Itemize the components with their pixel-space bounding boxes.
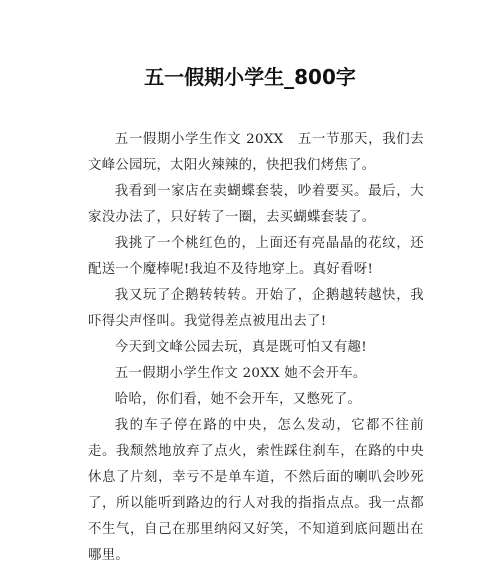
paragraph: 五一假期小学生作文 20XX 她不会开车。 [114,366,367,381]
document-title: 五一假期小学生_800字 [144,65,356,89]
paragraph: 今天到文峰公园去玩，真是既可怕又有趣! [114,340,367,355]
document-body [88,127,424,569]
paragraph: 我看到一家店在卖蝴蝶套装，吵着要买。最后，大家没办法了，只好转了一圈，去买蝴蝶套装了。 [88,184,424,225]
paragraph: 我挑了一个桃红色的，上面还有亮晶晶的花纹，还配送一个魔棒呢!我迫不及待地穿上。真好看呀! [88,236,424,277]
paragraph: 我又玩了企鹅转转转。开始了，企鹅越转越快，我吓得尖声怪叫。我觉得差点被甩出去了! [88,288,424,329]
paragraph: 哈哈，你们看，她不会开车，又憋死了。 [114,392,362,407]
paragraph: 我的车子停在路的中央，怎么发动，它都不往前走。我颓然地放弃了点火，索性踩住刹车，在路的中央休息了片刻，幸亏不是单车道，不然后面的喇叭会吵死了，所以能听到路边的行人对我的指指点点。我一点都不生气，自己在那里纳闷又好笑，不知道到底问题出在哪里。 [88,418,424,563]
paragraph: 五一假期小学生作文 20XX 五一节那天，我们去文峰公园玩，太阳火辣辣的，快把我们烤焦了。 [88,132,424,173]
